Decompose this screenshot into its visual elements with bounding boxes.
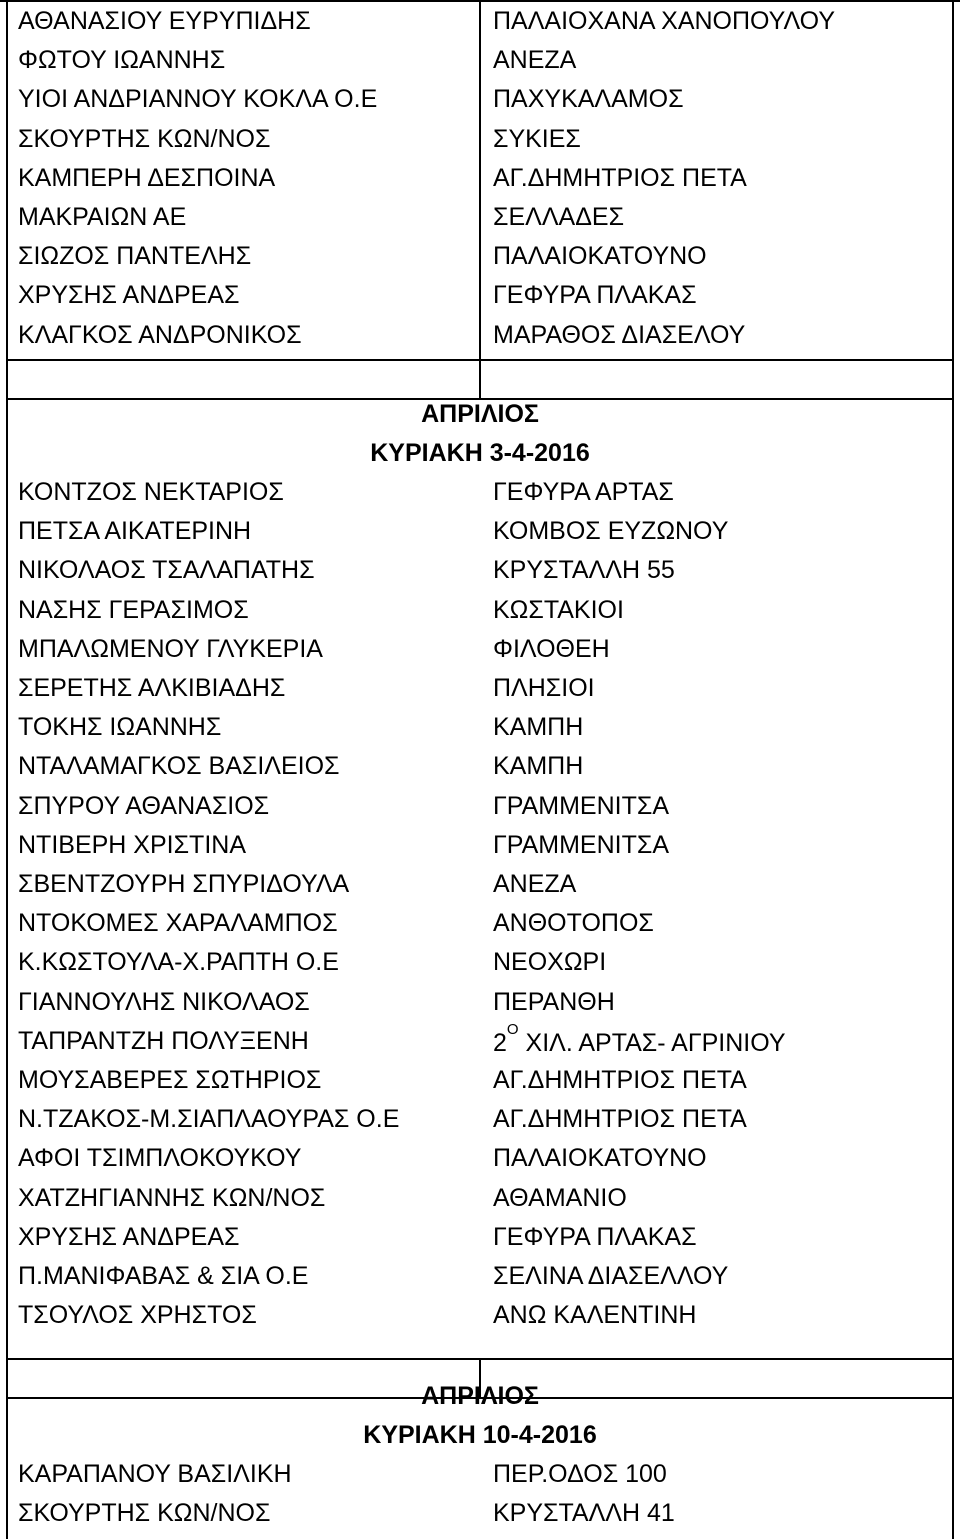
name-cell: ΣΠΥΡΟΥ ΑΘΑΝΑΣΙΟΣ [18,791,270,820]
location-cell: ΑΝΘΟΤΟΠΟΣ [493,909,654,938]
name-cell: ΝΤΟΚΟΜΕΣ ΧΑΡΑΛΑΜΠΟΣ [18,909,338,938]
location-cell: ΑΓ.ΔΗΜΗΤΡΙΟΣ ΠΕΤΑ [493,1105,747,1134]
location-cell: ΠΑΧΥΚΑΛΑΜΟΣ [493,85,684,114]
name-cell: ΥΙΟΙ ΑΝΔΡΙΑΝΝΟΥ ΚΟΚΛΑ Ο.Ε [18,85,378,114]
name-cell: ΓΙΑΝΝΟΥΛΗΣ ΝΙΚΟΛΑΟΣ [18,987,310,1016]
location-cell: ΑΝΕΖΑ [493,870,577,898]
location-cell: ΓΡΑΜΜΕΝΙΤΣΑ [493,830,669,859]
name-cell: ΤΟΚΗΣ ΙΩΑΝΝΗΣ [18,713,222,742]
route-km-text: ΧΙΛ. ΑΡΤΑΣ- ΑΓΡΙΝΙΟΥ [518,1029,786,1057]
row-divider [6,359,954,361]
location-cell: ΑΓ.ΔΗΜΗΤΡΙΟΣ ΠΕΤΑ [493,163,747,192]
section-month-heading: ΑΠΡΙΛΙΟΣ [421,1382,539,1410]
name-cell: ΧΡΥΣΗΣ ΑΝΔΡΕΑΣ [18,1222,240,1251]
table-right-border [952,0,954,1539]
location-cell: ΚΟΜΒΟΣ ΕΥΖΩΝΟΥ [493,517,729,546]
section-date-heading: ΚΥΡΙΑΚΗ 3-4-2016 [370,439,590,467]
row-divider [6,1358,954,1360]
location-cell: ΑΝΩ ΚΑΛΕΝΤΙΝΗ [493,1301,697,1330]
name-cell: Κ.ΚΩΣΤΟΥΛΑ-Χ.ΡΑΠΤΗ Ο.Ε [18,948,339,977]
name-cell: ΚΛΑΓΚΟΣ ΑΝΔΡΟΝΙΚΟΣ [18,320,302,349]
name-cell: ΜΑΚΡΑΙΩΝ ΑΕ [18,203,187,231]
location-cell: ΚΡΥΣΤΑΛΛΗ 55 [493,556,675,585]
route-km-cell [493,1021,786,1063]
location-cell: ΠΑΛΑΙΟΧΑΝΑ ΧΑΝΟΠΟΥΛΟΥ [493,7,835,35]
location-cell: ΣΥΚΙΕΣ [493,124,581,153]
location-cell: ΚΡΥΣΤΑΛΛΗ 41 [493,1499,675,1528]
name-cell: ΝΙΚΟΛΑΟΣ ΤΣΑΛΑΠΑΤΗΣ [18,556,315,585]
route-km-number: 2 [493,1029,507,1057]
location-cell: ΦΙΛΟΘΕΗ [493,634,610,663]
table-left-border [6,0,8,1539]
name-cell: ΝΤΑΛΑΜΑΓΚΟΣ ΒΑΣΙΛΕΙΟΣ [18,752,340,781]
location-cell: ΓΕΦΥΡΑ ΠΛΑΚΑΣ [493,281,697,310]
section-date-heading: ΚΥΡΙΑΚΗ 10-4-2016 [363,1421,597,1449]
location-cell: ΠΑΛΑΙΟΚΑΤΟΥΝΟ [493,1144,707,1173]
route-km-superscript: Ο [506,1021,519,1038]
name-cell: ΤΑΠΡΑΝΤΖΗ ΠΟΛΥΞΕΝΗ [18,1026,309,1055]
location-cell: ΜΑΡΑΘΟΣ ΔΙΑΣΕΛΟΥ [493,320,746,349]
name-cell: ΤΣΟΥΛΟΣ ΧΡΗΣΤΟΣ [18,1301,257,1330]
location-cell: ΚΑΜΠΗ [493,752,584,781]
name-cell: ΑΘΑΝΑΣΙΟΥ ΕΥΡΥΠΙΔΗΣ [18,7,311,35]
name-cell: ΠΕΤΣΑ ΑΙΚΑΤΕΡΙΝΗ [18,517,252,546]
location-cell: ΚΑΜΠΗ [493,713,584,742]
name-cell: ΝΑΣΗΣ ΓΕΡΑΣΙΜΟΣ [18,595,249,624]
name-cell: Ν.ΤΖΑΚΟΣ-Μ.ΣΙΑΠΛΑΟΥΡΑΣ Ο.Ε [18,1105,400,1134]
name-cell: Π.ΜΑΝΙΦΑΒΑΣ & ΣΙΑ Ο.Ε [18,1262,309,1290]
location-cell: ΓΡΑΜΜΕΝΙΤΣΑ [493,791,669,820]
name-cell: ΜΟΥΣΑΒΕΡΕΣ ΣΩΤΗΡΙΟΣ [18,1066,322,1094]
location-cell: ΣΕΛΛΑΔΕΣ [493,203,625,231]
name-cell: ΣΕΡΕΤΗΣ ΑΛΚΙΒΙΑΔΗΣ [18,674,286,702]
name-cell: ΣΙΩΖΟΣ ΠΑΝΤΕΛΗΣ [18,242,252,271]
name-cell: ΜΠΑΛΩΜΕΝΟΥ ΓΛΥΚΕΡΙΑ [18,634,323,663]
name-cell: ΝΤΙΒΕΡΗ ΧΡΙΣΤΙΝΑ [18,830,246,859]
name-cell: ΑΦΟΙ ΤΣΙΜΠΛΟΚΟΥΚΟΥ [18,1144,302,1173]
column-divider-top [479,0,481,400]
location-cell: ΑΓ.ΔΗΜΗΤΡΙΟΣ ΠΕΤΑ [493,1066,747,1094]
name-cell: ΣΚΟΥΡΤΗΣ ΚΩΝ/ΝΟΣ [18,1499,271,1528]
location-cell: ΓΕΦΥΡΑ ΠΛΑΚΑΣ [493,1222,697,1251]
location-cell: ΠΕΡΑΝΘΗ [493,987,615,1016]
location-cell: ΓΕΦΥΡΑ ΑΡΤΑΣ [493,478,674,506]
location-cell: ΠΛΗΣΙΟΙ [493,674,595,702]
location-cell: ΠΑΛΑΙΟΚΑΤΟΥΝΟ [493,242,707,271]
location-cell: ΣΕΛΙΝΑ ΔΙΑΣΕΛΛΟΥ [493,1262,729,1290]
name-cell: ΧΑΤΖΗΓΙΑΝΝΗΣ ΚΩΝ/ΝΟΣ [18,1183,326,1212]
name-cell: ΧΡΥΣΗΣ ΑΝΔΡΕΑΣ [18,281,240,310]
location-cell: ΝΕΟΧΩΡΙ [493,948,607,977]
name-cell: ΚΟΝΤΖΟΣ ΝΕΚΤΑΡΙΟΣ [18,478,284,506]
location-cell: ΠΕΡ.ΟΔΟΣ 100 [493,1460,667,1488]
name-cell: ΣΒΕΝΤΖΟΥΡΗ ΣΠΥΡΙΔΟΥΛΑ [18,870,350,898]
name-cell: ΣΚΟΥΡΤΗΣ ΚΩΝ/ΝΟΣ [18,124,271,153]
name-cell: ΚΑΡΑΠΑΝΟΥ ΒΑΣΙΛΙΚΗ [18,1460,292,1488]
section-month-heading: ΑΠΡΙΛΙΟΣ [421,400,539,428]
location-cell: ΑΘΑΜΑΝΙΟ [493,1183,627,1212]
name-cell: ΦΩΤΟΥ ΙΩΑΝΝΗΣ [18,46,226,75]
location-cell: ΑΝΕΖΑ [493,46,577,75]
location-cell: ΚΩΣΤΑΚΙΟΙ [493,595,624,624]
name-cell: ΚΑΜΠΕΡΗ ΔΕΣΠΟΙΝΑ [18,163,276,192]
